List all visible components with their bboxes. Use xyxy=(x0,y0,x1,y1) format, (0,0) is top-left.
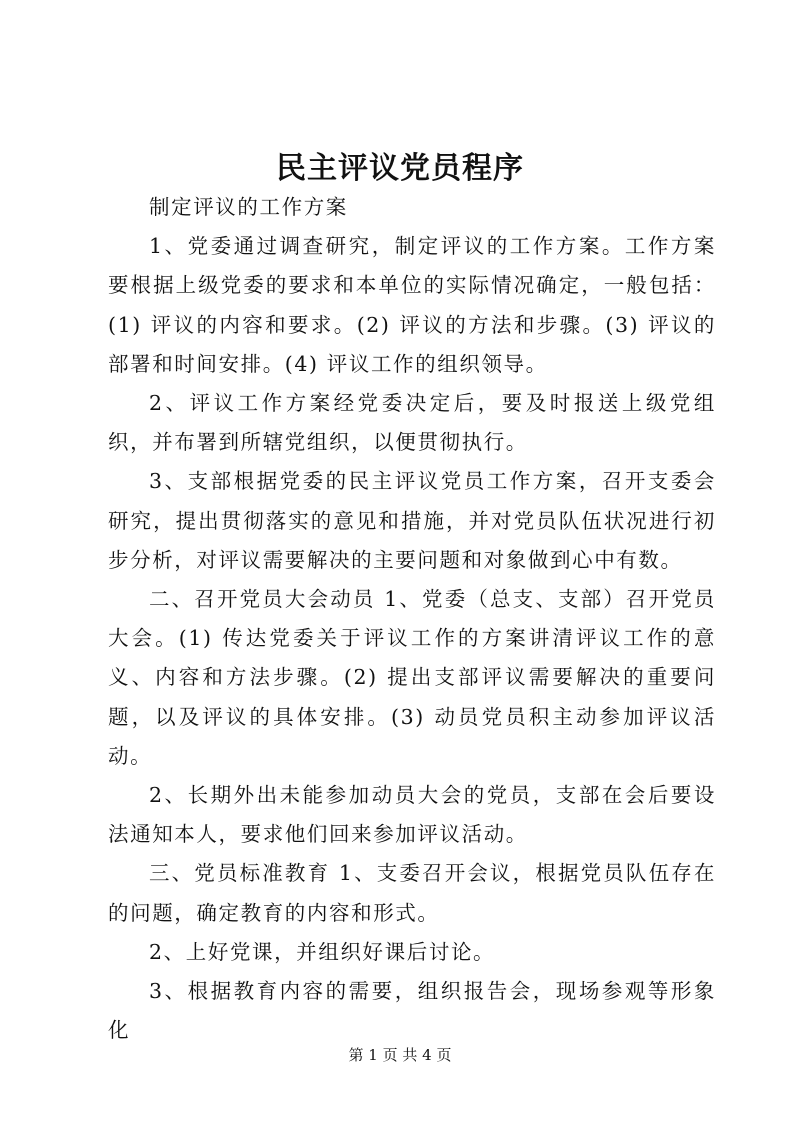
paragraph: 三、党员标准教育 1、支委召开会议，根据党员队伍存在的问题，确定教育的内容和形式。 xyxy=(108,861,716,925)
paragraph: 2、上好党课，并组织好课后讨论。 xyxy=(149,939,496,964)
paragraph: 1、党委通过调查研究，制定评议的工作方案。工作方案要根据上级党委的要求和本单位的实际情况确定，一般包括：(1) 评议的内容和要求。(2) 评议的方法和步骤。(3) 评议的部署和时间安排。(4) 评议工作的组织领导。 xyxy=(108,234,716,376)
paragraph: 3、支部根据党委的民主评议党员工作方案，召开支委会研究，提出贯彻落实的意见和措施，并对党员队伍状况进行初步分析，对评议需要解决的主要问题和对象做到心中有数。 xyxy=(108,469,716,572)
document-title: 民主评议党员程序 xyxy=(276,151,524,186)
page-number: 第 1 页 共 4 页 xyxy=(348,1046,452,1064)
document-body xyxy=(108,188,716,1050)
paragraph-heading: 制定评议的工作方案 xyxy=(149,195,348,219)
paragraph: 2、长期外出未能参加动员大会的党员，支部在会后要设法通知本人，要求他们回来参加评议活动。 xyxy=(108,783,716,847)
paragraph: 3、根据教育内容的需要，组织报告会，现场参观等形象化 xyxy=(108,979,716,1043)
paragraph: 二、召开党员大会动员 1、党委（总支、支部）召开党员大会。(1) 传达党委关于评议工作的方案讲清评议工作的意义、内容和方法步骤。(2) 提出支部评议需要解决的重要问题，以及评议的具体安排。(3) 动员党员积主动参加评议活动。 xyxy=(108,587,716,768)
paragraph: 2、评议工作方案经党委决定后，要及时报送上级党组织，并布署到所辖党组织，以便贯彻执行。 xyxy=(108,391,716,455)
